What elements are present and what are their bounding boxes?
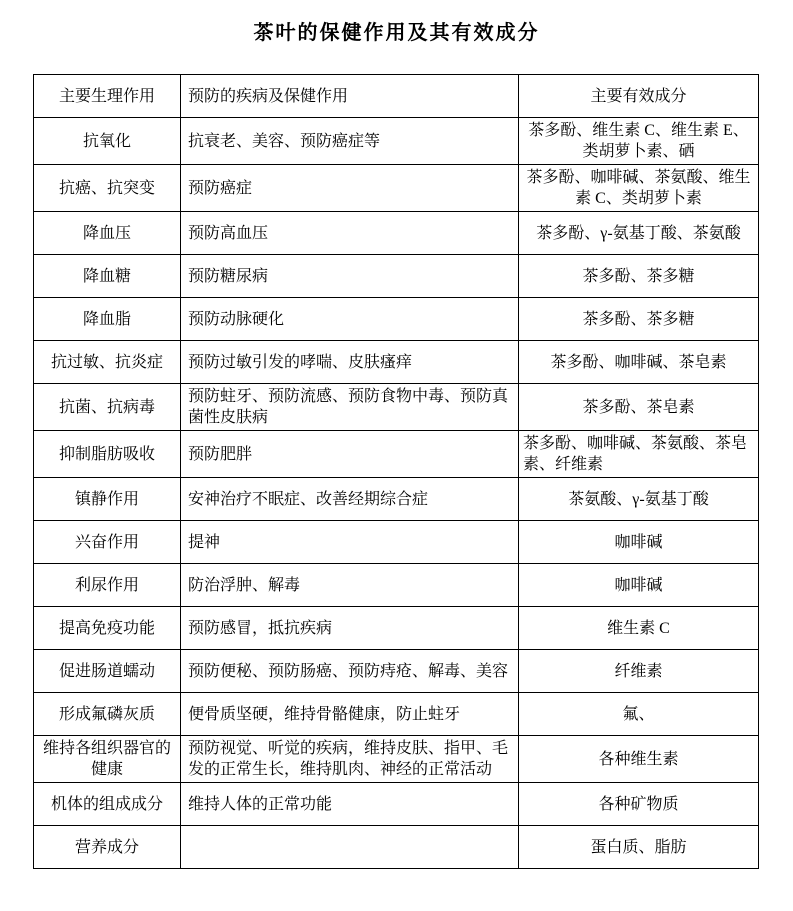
table-cell: 预防动脉硬化	[181, 298, 519, 341]
table-row	[34, 341, 759, 384]
column-header-physiological-effect: 主要生理作用	[34, 75, 181, 118]
table-cell: 抗过敏、抗炎症	[34, 341, 181, 384]
table-row	[34, 165, 759, 212]
table-row	[34, 783, 759, 826]
table-cell: 抗菌、抗病毒	[34, 384, 181, 431]
table-cell: 茶多酚、维生素 C、维生素 E、类胡萝卜素、硒	[519, 118, 759, 165]
table-cell: 降血糖	[34, 255, 181, 298]
table-cell	[181, 826, 519, 869]
table-cell: 预防感冒，抵抗疾病	[181, 607, 519, 650]
table-cell: 提高免疫功能	[34, 607, 181, 650]
table-cell: 便骨质坚硬，维持骨骼健康，防止蛀牙	[181, 693, 519, 736]
table-cell: 氟、	[519, 693, 759, 736]
table-cell: 抗癌、抗突变	[34, 165, 181, 212]
table-cell: 茶多酚、茶多糖	[519, 255, 759, 298]
table-row	[34, 255, 759, 298]
table-row	[34, 650, 759, 693]
table-row	[34, 736, 759, 783]
table-cell: 预防蛀牙、预防流感、预防食物中毒、预防真菌性皮肤病	[181, 384, 519, 431]
table-cell: 促进肠道蠕动	[34, 650, 181, 693]
table-row	[34, 607, 759, 650]
table-cell: 抗氧化	[34, 118, 181, 165]
header-row	[34, 75, 759, 118]
table-row	[34, 693, 759, 736]
table-row	[34, 118, 759, 165]
page-title: 茶叶的保健作用及其有效成分	[253, 22, 540, 44]
table-cell: 镇静作用	[34, 478, 181, 521]
table-cell: 茶多酚、茶多糖	[519, 298, 759, 341]
table-cell: 机体的组成成分	[34, 783, 181, 826]
table-cell: 提神	[181, 521, 519, 564]
table-cell: 预防便秘、预防肠癌、预防痔疮、解毒、美容	[181, 650, 519, 693]
table-cell: 各种维生素	[519, 736, 759, 783]
table-cell: 预防视觉、听觉的疾病，维持皮肤、指甲、毛发的正常生长，维持肌肉、神经的正常活动	[181, 736, 519, 783]
table-cell: 维持各组织器官的健康	[34, 736, 181, 783]
table-cell: 营养成分	[34, 826, 181, 869]
table-body	[34, 118, 759, 869]
column-header-effective-components: 主要有效成分	[519, 75, 759, 118]
table-row	[34, 478, 759, 521]
table-cell: 抑制脂肪吸收	[34, 431, 181, 478]
table-cell: 咖啡碱	[519, 521, 759, 564]
table-cell: 咖啡碱	[519, 564, 759, 607]
table-cell: 纤维素	[519, 650, 759, 693]
table-cell: 茶氨酸、γ-氨基丁酸	[519, 478, 759, 521]
tea-benefits-table	[33, 74, 759, 869]
table-cell: 预防肥胖	[181, 431, 519, 478]
table-cell: 预防高血压	[181, 212, 519, 255]
table-cell: 降血脂	[34, 298, 181, 341]
table-cell: 蛋白质、脂肪	[519, 826, 759, 869]
table-cell: 兴奋作用	[34, 521, 181, 564]
table-cell: 利尿作用	[34, 564, 181, 607]
table-row	[34, 431, 759, 478]
table-cell: 形成氟磷灰质	[34, 693, 181, 736]
table-cell: 预防过敏引发的哮喘、皮肤瘙痒	[181, 341, 519, 384]
table-cell: 抗衰老、美容、预防癌症等	[181, 118, 519, 165]
table-cell: 维生素 C	[519, 607, 759, 650]
table-row	[34, 826, 759, 869]
table-cell: 预防糖尿病	[181, 255, 519, 298]
table-cell: 茶多酚、γ-氨基丁酸、茶氨酸	[519, 212, 759, 255]
table-cell: 降血压	[34, 212, 181, 255]
table-cell: 防治浮肿、解毒	[181, 564, 519, 607]
table-cell: 预防癌症	[181, 165, 519, 212]
table-row	[34, 521, 759, 564]
table-cell: 茶多酚、咖啡碱、茶氨酸、茶皂素、纤维素	[519, 431, 759, 478]
table-cell: 茶多酚、茶皂素	[519, 384, 759, 431]
table-cell: 维持人体的正常功能	[181, 783, 519, 826]
table-row	[34, 298, 759, 341]
table-cell: 茶多酚、咖啡碱、茶氨酸、维生素 C、类胡萝卜素	[519, 165, 759, 212]
table-row	[34, 384, 759, 431]
table-cell: 安神治疗不眠症、改善经期综合症	[181, 478, 519, 521]
table-cell: 各种矿物质	[519, 783, 759, 826]
table-cell: 茶多酚、咖啡碱、茶皂素	[519, 341, 759, 384]
table-row	[34, 564, 759, 607]
column-header-diseases-prevented: 预防的疾病及保健作用	[181, 75, 519, 118]
table-row	[34, 212, 759, 255]
